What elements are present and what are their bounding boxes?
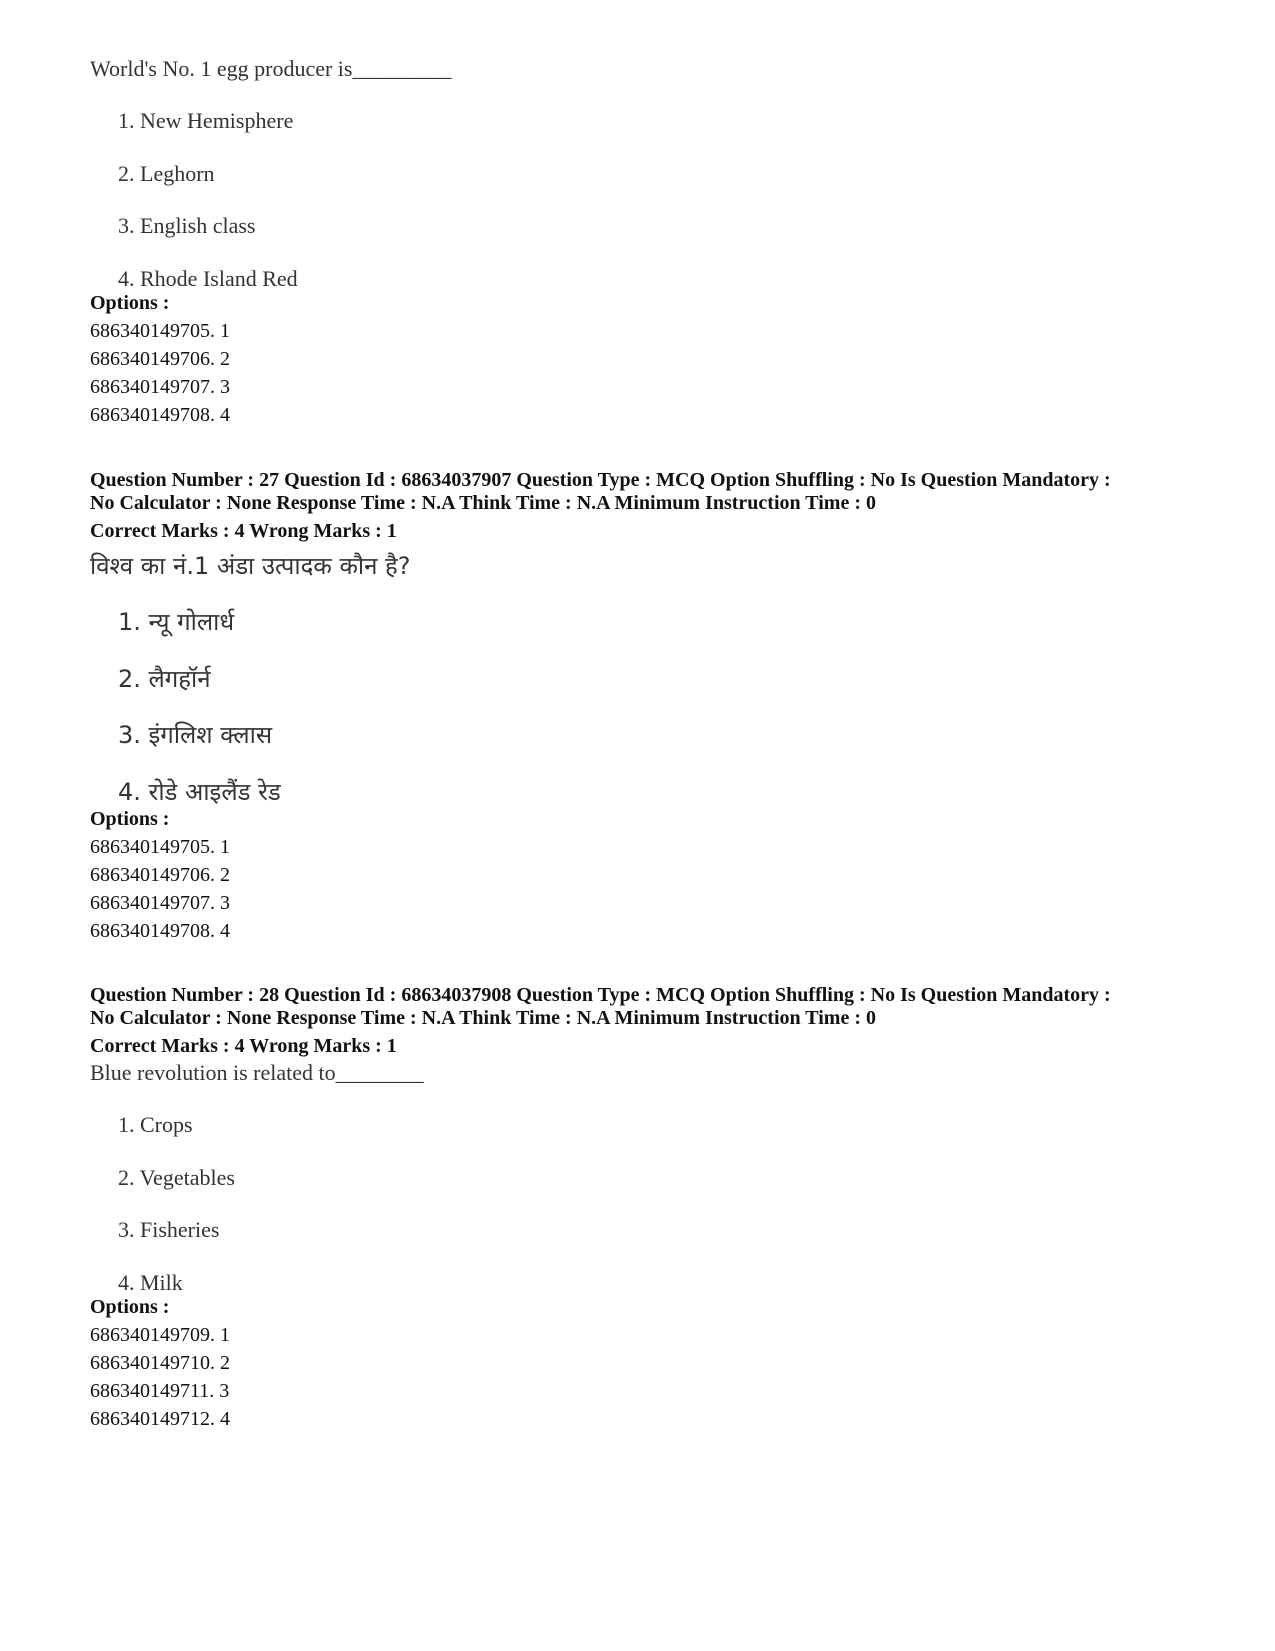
option-row: 686340149705. 1 — [90, 320, 230, 342]
question-stem: Blue revolution is related to________ — [90, 1060, 424, 1085]
question-meta-line-1: Question Number : 28 Question Id : 68634037908 Question Type : MCQ Option Shuffling : No Is Question Mandatory : — [90, 984, 1111, 1006]
choice-4: 4. रोडे आइलैंड रेड — [118, 778, 281, 806]
option-row: 686340149708. 4 — [90, 920, 230, 942]
choice-1: 1. Crops — [118, 1112, 193, 1137]
options-label: Options : — [90, 1296, 170, 1318]
choice-3: 3. English class — [118, 213, 256, 238]
question-meta-line-2: No Calculator : None Response Time : N.A Think Time : N.A Minimum Instruction Time : 0 — [90, 1007, 876, 1029]
choice-2: 2. Leghorn — [118, 161, 215, 186]
choice-2: 2. Vegetables — [118, 1165, 235, 1190]
question-stem: विश्व का नं.1 अंडा उत्पादक कौन है? — [90, 552, 411, 580]
choice-4: 4. Rhode Island Red — [118, 266, 298, 291]
choice-1: 1. न्यू गोलार्ध — [118, 608, 235, 636]
option-row: 686340149706. 2 — [90, 348, 230, 370]
option-row: 686340149708. 4 — [90, 404, 230, 426]
choice-1: 1. New Hemisphere — [118, 108, 294, 133]
option-row: 686340149706. 2 — [90, 864, 230, 886]
option-row: 686340149709. 1 — [90, 1324, 230, 1346]
choice-2: 2. लैगहॉर्न — [118, 665, 211, 693]
options-label: Options : — [90, 292, 170, 314]
question-marks: Correct Marks : 4 Wrong Marks : 1 — [90, 520, 397, 542]
choice-3: 3. Fisheries — [118, 1217, 220, 1242]
question-marks: Correct Marks : 4 Wrong Marks : 1 — [90, 1035, 397, 1057]
question-meta-line-2: No Calculator : None Response Time : N.A Think Time : N.A Minimum Instruction Time : 0 — [90, 492, 876, 514]
question-meta-line-1: Question Number : 27 Question Id : 68634037907 Question Type : MCQ Option Shuffling : No Is Question Mandatory : — [90, 469, 1111, 491]
option-row: 686340149707. 3 — [90, 376, 230, 398]
options-label: Options : — [90, 808, 170, 830]
option-row: 686340149707. 3 — [90, 892, 230, 914]
option-row: 686340149711. 3 — [90, 1380, 230, 1402]
option-row: 686340149712. 4 — [90, 1408, 230, 1430]
choice-4: 4. Milk — [118, 1270, 183, 1295]
option-row: 686340149710. 2 — [90, 1352, 230, 1374]
option-row: 686340149705. 1 — [90, 836, 230, 858]
question-stem: World's No. 1 egg producer is_________ — [90, 56, 452, 81]
choice-3: 3. इंगलिश क्लास — [118, 721, 273, 749]
